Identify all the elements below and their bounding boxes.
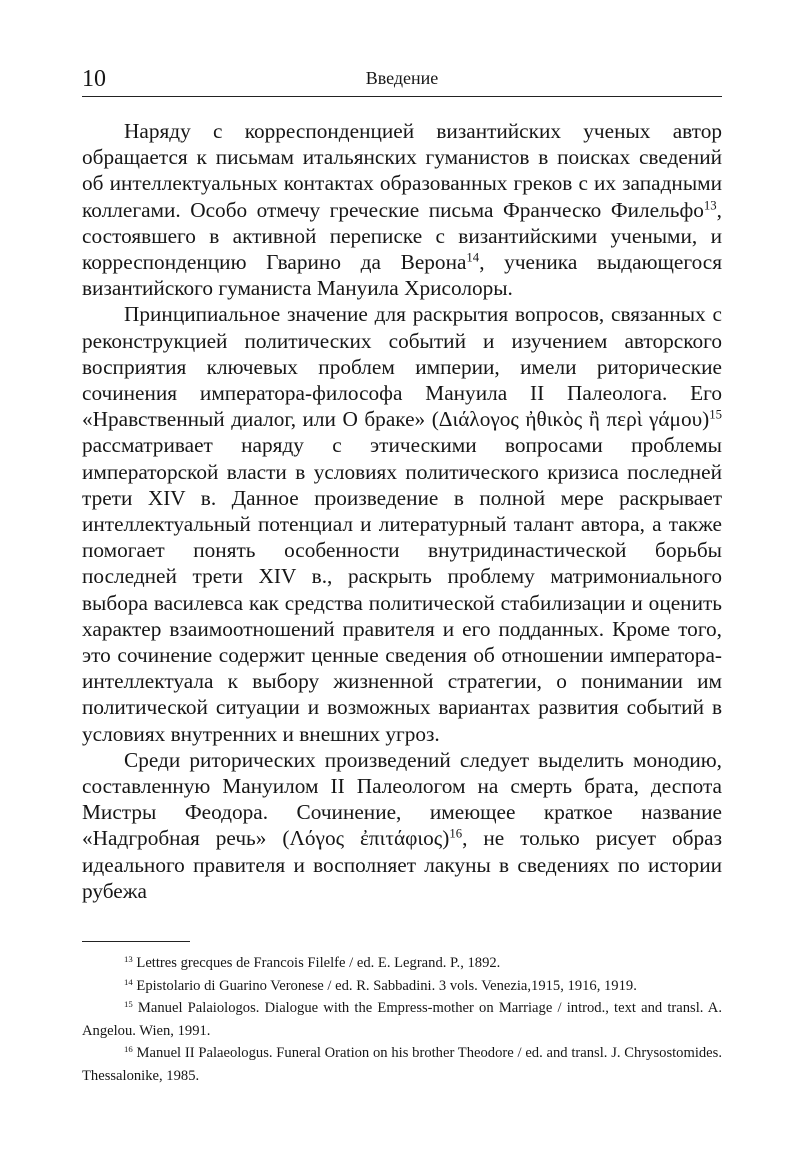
paragraph-text: , состоявшего в активной переписке с византийскими учеными, и корреспонденцию Гварино да Верона [82, 197, 722, 275]
footnote-number: 13 [124, 953, 133, 964]
footnote-divider [82, 941, 190, 942]
footnote [82, 975, 722, 998]
page-number: 10 [82, 66, 106, 92]
paragraph [82, 747, 722, 904]
footnote [82, 997, 722, 1042]
footnote-ref[interactable]: 14 [466, 250, 480, 265]
footnote-number: 15 [124, 998, 133, 1009]
footnote-ref[interactable]: 15 [709, 407, 722, 422]
footnote-text: Manuel II Palaeologus. Funeral Oration on his brother Theodore / ed. and transl. J. Chrysostomides. Thessalonike, 1985. [82, 1045, 722, 1084]
footnote [82, 952, 722, 975]
footnote-number: 14 [124, 976, 133, 987]
paragraph-text: рассматривает наряду с этическими вопросами проблемы императорской власти в условиях политического кризиса последней трети XIV в. Данное произведение в полной мере раскрывает интеллектуальный потенциал и литературный талант автора, а также помогает понять особенности внутридинастической борьбы последней трети XIV в., раскрыть проблему матримониального выбора василевса как средства политической стабилизации и оценить характер взаимоотношений правителя и его подданных. Кроме того, это сочинение содержит ценные сведения об отношении императора-интеллектуала к выбору жизненной стратегии, о понимании им политической ситуации и возможных вариантах развития событий в условиях внутренних и внешних угроз. [82, 433, 722, 746]
footnote-text: Lettres grecques de Francois Filelfe / ed. E. Legrand. P., 1892. [132, 955, 501, 971]
paragraph-text: , ученика выдающегося византийского гуманиста Мануила Хрисолоры. [82, 250, 722, 301]
running-title: Введение [365, 68, 439, 88]
paragraph [82, 301, 722, 746]
footnote-text: Manuel Palaiologos. Dialogue with the Empress-mother on Marriage / introd., text and transl. A. Angelou. Wien, 1991. [82, 1000, 722, 1039]
paragraph-text: , не только рисует образ идеального правителя и восполняет лакуны в сведениях по истории рубежа [82, 826, 722, 903]
paragraph-text: Среди риторических произведений следует выделить монодию, составленную Мануилом II Палеологом на смерть брата, деспота Мистры Феодора. Сочинение, имеющее краткое название «Надгробная речь» (Λόγος ἐπιτάφιος) [82, 747, 722, 851]
footnote-ref[interactable]: 16 [449, 826, 463, 841]
footnote-number: 16 [124, 1043, 133, 1054]
paragraph [82, 118, 722, 301]
footnote-text: Epistolario di Guarino Veronese / ed. R. Sabbadini. 3 vols. Venezia,1915, 1916, 1919. [132, 977, 637, 994]
footnote [82, 1042, 722, 1087]
footnote-ref[interactable]: 13 [703, 197, 717, 212]
paragraph-text: Принципиальное значение для раскрытия вопросов, связанных с реконструкцией политических событий и изучением авторского восприятия ключевых проблем империи, имели риторические сочинения императора-философа Мануила II Палеолога. Его «Нравственный диалог, или О браке» (Διάλογος ἠθικὸς ἢ περὶ γάμου) [82, 302, 722, 432]
paragraph-text: Наряду с корреспонденцией византийских ученых автор обращается к письмам итальянских гуманистов в поисках сведений об интеллектуальных контактах образованных греков с их западными коллегами. Особо отмечу греческие письма Франческо Филельфо [82, 119, 722, 222]
page-header [82, 66, 722, 97]
footnotes [82, 952, 722, 1087]
body-text [82, 118, 722, 904]
